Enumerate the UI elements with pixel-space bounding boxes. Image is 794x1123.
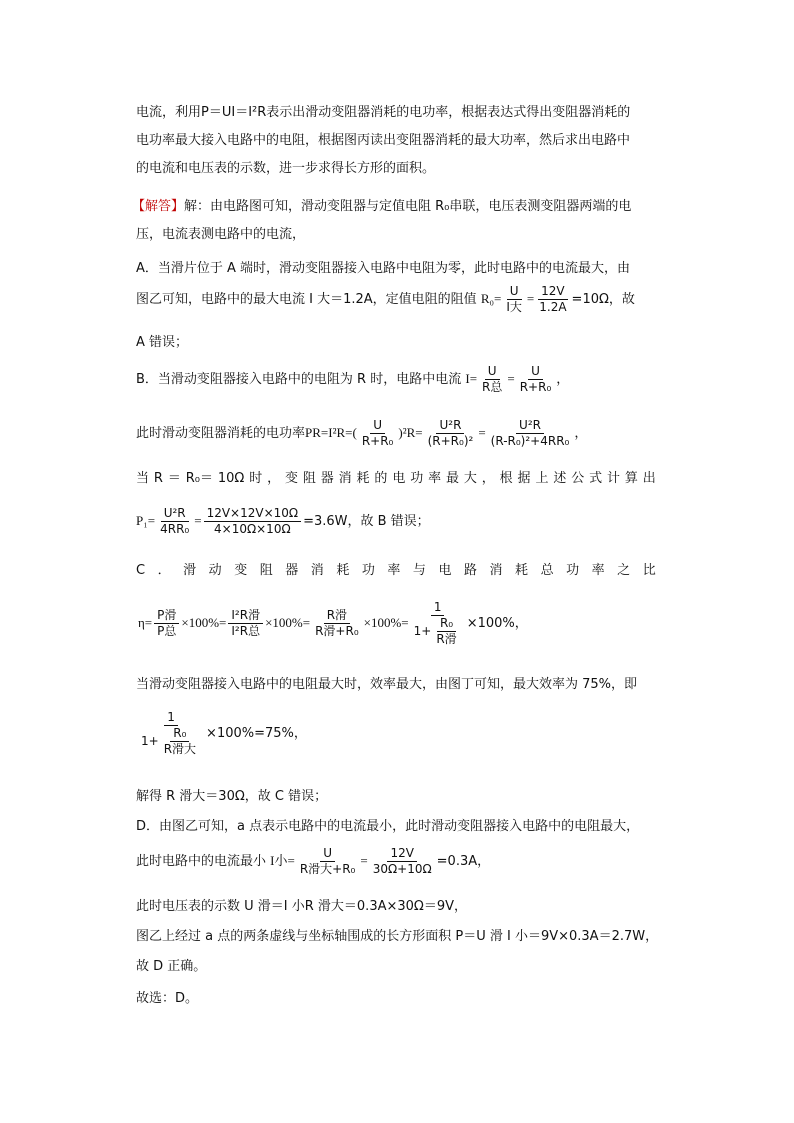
option-a-line-2 bbox=[136, 284, 635, 315]
nested-fraction-r0-over-rslide bbox=[433, 616, 459, 647]
justified-char: 变 bbox=[234, 563, 248, 578]
fraction-denominator: R滑 bbox=[436, 632, 457, 646]
option-b-line-4-tail: =3.6W，故 B 错误； bbox=[303, 514, 430, 529]
fraction-rslide-over-sum bbox=[312, 608, 362, 639]
answer-line-1 bbox=[132, 198, 631, 216]
fraction-u2r-over-r-plus-r0-squared bbox=[425, 418, 477, 449]
justified-char: 据 bbox=[517, 471, 531, 486]
fraction-numerator: I²R滑 bbox=[228, 608, 263, 624]
justified-char: 功 bbox=[410, 471, 424, 486]
fraction-12v-over-1-2a bbox=[536, 284, 569, 315]
fraction-numerator: R滑 bbox=[324, 608, 350, 624]
justified-char: 路 bbox=[463, 563, 477, 578]
fraction-denominator: R滑大+R₀ bbox=[299, 862, 356, 876]
option-a-line-2-text: 图乙可知，电路中的最大电流 I 大＝1.2A，定值电阻的阻值 bbox=[136, 292, 477, 307]
justified-char: 式 bbox=[589, 471, 603, 486]
option-b-line-2-tail: ， bbox=[574, 426, 588, 441]
fraction-denominator: 4RR₀ bbox=[160, 522, 190, 536]
option-d-line-2-tail: =0.3A， bbox=[436, 854, 491, 869]
justified-char: 电 bbox=[392, 471, 406, 486]
fraction-numerator: R₀ bbox=[437, 616, 456, 632]
justified-char: 大 bbox=[463, 471, 477, 486]
fraction-numeric-p1 bbox=[204, 506, 302, 537]
option-b-line-1-tail: ， bbox=[556, 372, 570, 387]
justified-char: 最 bbox=[445, 471, 459, 486]
fraction-denominator: R总 bbox=[482, 380, 503, 394]
fraction-numerator: U bbox=[528, 364, 543, 380]
justified-char: 率 bbox=[591, 563, 605, 578]
justified-char: 消 bbox=[489, 563, 503, 578]
option-b-line-1 bbox=[136, 364, 569, 395]
fraction-numerator: U bbox=[370, 418, 385, 434]
justified-char: 滑 bbox=[183, 563, 197, 578]
justified-char: ， bbox=[267, 471, 281, 486]
justified-char: 消 bbox=[310, 563, 324, 578]
fraction-u2r-over-expanded bbox=[488, 418, 573, 449]
fraction-denominator: I²R总 bbox=[231, 624, 261, 638]
equals-sign: = bbox=[526, 291, 535, 306]
option-a-line-2-tail: =10Ω，故 bbox=[571, 292, 635, 307]
fraction-12v-over-40ohm bbox=[370, 846, 435, 877]
fraction-denominator: (R+R₀)² bbox=[427, 434, 474, 448]
option-d-line-3: 此时电压表的示数 U 滑＝I 小R 滑大＝0.3A×30Ω＝9V， bbox=[136, 899, 468, 914]
fraction-numerator: U²R bbox=[161, 506, 189, 522]
denominator-prefix: 1+ bbox=[141, 734, 159, 748]
fraction-denominator bbox=[411, 616, 465, 647]
nested-fraction-r0-over-rslidemax bbox=[161, 726, 199, 757]
justified-char: 消 bbox=[338, 471, 352, 486]
option-b-line-2-text: 此时滑动变阻器消耗的电功率 bbox=[136, 426, 306, 441]
justified-char: 功 bbox=[566, 563, 580, 578]
option-c-line-1 bbox=[136, 562, 656, 580]
fraction-denominator: R滑+R₀ bbox=[315, 624, 359, 638]
answer-line-2: 压，电流表测电路中的电流， bbox=[136, 227, 306, 242]
times-100-3: ×100%= bbox=[363, 615, 409, 630]
justified-char: 出 bbox=[642, 471, 656, 486]
text-line-1: 电流，利用P＝UI＝I²R表示出滑动变阻器消耗的电功率，根据表达式得出变阻器消耗的 bbox=[136, 105, 631, 120]
justified-char: 阻 bbox=[259, 563, 273, 578]
justified-char: 耗 bbox=[515, 563, 529, 578]
denominator-prefix: 1+ bbox=[413, 624, 432, 638]
fraction-u-over-rmax-plus-r0 bbox=[297, 846, 359, 877]
fraction-denominator: (R-R₀)²+4RR₀ bbox=[490, 434, 570, 448]
justified-char: 动 bbox=[208, 563, 222, 578]
justified-char: 公 bbox=[571, 471, 585, 486]
fraction-denominator: R+R₀ bbox=[519, 380, 552, 394]
formula-squared-r: )²R= bbox=[398, 425, 423, 440]
fraction-numerator: 12V×12V×10Ω bbox=[204, 506, 302, 522]
fraction-numerator: 12V bbox=[387, 846, 416, 862]
justified-char: ＝ bbox=[167, 471, 181, 486]
option-b-line-3 bbox=[136, 470, 656, 488]
times-100-2: ×100%= bbox=[265, 615, 311, 630]
justified-char: 器 bbox=[320, 471, 334, 486]
equals-sign: = bbox=[194, 513, 202, 528]
formula-pr: PR=I²R=( bbox=[305, 425, 357, 440]
answer-tag: 【解答】 bbox=[132, 199, 185, 214]
justified-char: 与 bbox=[412, 563, 426, 578]
fraction-denominator: 1.2A bbox=[539, 300, 567, 314]
fraction-numerator: R₀ bbox=[170, 726, 189, 742]
option-b-line-2 bbox=[136, 418, 587, 449]
fraction-denominator: P总 bbox=[157, 624, 177, 638]
fraction-one-over-compound-max bbox=[138, 710, 204, 757]
option-c-line-4-tail: ×100%=75%， bbox=[206, 726, 307, 741]
fraction-numerator: 1 bbox=[431, 600, 445, 616]
option-d-line-2-text: 此时电路中的电流最小 bbox=[136, 854, 267, 869]
option-b-line-1-text: B．当滑动变阻器接入电路中的电阻为 R 时，电路中电流 bbox=[136, 372, 462, 387]
fraction-numerator: U bbox=[485, 364, 500, 380]
justified-char: 上 bbox=[535, 471, 549, 486]
justified-char: 10Ω bbox=[217, 471, 245, 486]
option-d-line-5: 故 D 正确。 bbox=[136, 959, 207, 974]
fraction-numerator: U bbox=[320, 846, 335, 862]
justified-char: ， bbox=[481, 471, 495, 486]
justified-char: R₀＝ bbox=[185, 471, 213, 486]
formula-i: I= bbox=[465, 371, 478, 386]
justified-char: 率 bbox=[428, 471, 442, 486]
justified-char: ． bbox=[157, 563, 171, 578]
fraction-u-over-r-plus-r0 bbox=[359, 418, 397, 449]
option-a-line-3: A 错误； bbox=[136, 335, 189, 350]
fraction-numerator: 1 bbox=[164, 710, 178, 726]
fraction-denominator: R滑大 bbox=[163, 742, 197, 756]
text-line-2: 电功率最大接入电路中的电阻，根据图丙读出变阻器消耗的最大功率，然后求出电路中 bbox=[136, 133, 631, 148]
option-c-line-2 bbox=[138, 600, 528, 647]
fraction-u-over-imax bbox=[503, 284, 525, 315]
justified-char: 耗 bbox=[356, 471, 370, 486]
fraction-numerator: P滑 bbox=[154, 608, 179, 624]
justified-char: 之 bbox=[617, 563, 631, 578]
justified-char: 功 bbox=[361, 563, 375, 578]
justified-char: 根 bbox=[499, 471, 513, 486]
justified-char: 阻 bbox=[302, 471, 316, 486]
fraction-numerator: U²R bbox=[436, 418, 464, 434]
option-c-line-3: 当滑动变阻器接入电路中的电阻最大时，效率最大，由图丁可知，最大效率为 75%，即 bbox=[136, 677, 638, 692]
option-d-line-2 bbox=[136, 846, 490, 877]
fraction-pslide-over-ptotal bbox=[154, 608, 179, 639]
fraction-u-over-r-plus-r0 bbox=[517, 364, 555, 395]
fraction-u-over-rtotal bbox=[479, 364, 505, 395]
option-a-line-1: A．当滑片位于 A 端时，滑动变阻器接入电路中电阻为零，此时电路中的电流最大，由 bbox=[136, 261, 631, 276]
justified-char: 计 bbox=[607, 471, 621, 486]
fraction-denominator bbox=[138, 726, 204, 757]
justified-char: 比 bbox=[642, 563, 656, 578]
formula-p1: P₁= bbox=[136, 513, 156, 528]
final-answer: 故选：D。 bbox=[136, 991, 199, 1006]
justified-char: C bbox=[136, 563, 146, 578]
justified-char: 变 bbox=[284, 471, 298, 486]
justified-char: 总 bbox=[540, 563, 554, 578]
justified-char: 电 bbox=[438, 563, 452, 578]
justified-char: 器 bbox=[285, 563, 299, 578]
equals-sign: = bbox=[478, 425, 486, 440]
fraction-denominator: R+R₀ bbox=[361, 434, 394, 448]
justified-char: 的 bbox=[374, 471, 388, 486]
justified-char: 当 bbox=[136, 471, 150, 486]
formula-eta: η= bbox=[138, 615, 153, 630]
justified-char: R bbox=[153, 471, 163, 486]
justified-char: 时 bbox=[249, 471, 263, 486]
times-100-1: ×100%= bbox=[181, 615, 227, 630]
justified-char: 率 bbox=[387, 563, 401, 578]
fraction-one-over-compound bbox=[411, 600, 465, 647]
text-line-3: 的电流和电压表的示数，进一步求得长方形的面积。 bbox=[136, 161, 436, 176]
equals-sign: = bbox=[507, 371, 515, 386]
option-c-line-5: 解得 R 滑大＝30Ω，故 C 错误； bbox=[136, 789, 328, 804]
justified-char: 耗 bbox=[336, 563, 350, 578]
option-d-line-1: D．由图乙可知，a 点表示电路中的电流最小，此时滑动变阻器接入电路中的电阻最大， bbox=[136, 819, 640, 834]
formula-r0: R₀= bbox=[480, 291, 502, 306]
answer-line-1-text: 解：由电路图可知，滑动变阻器与定值电阻 R₀串联，电压表测变阻器两端的电 bbox=[184, 199, 632, 214]
fraction-numerator: 12V bbox=[538, 284, 567, 300]
option-c-line-4 bbox=[136, 710, 307, 757]
fraction-denominator: I大 bbox=[506, 300, 522, 314]
option-c-line-2-tail: ×100%， bbox=[466, 616, 528, 631]
justified-char: 算 bbox=[624, 471, 638, 486]
fraction-numerator: U bbox=[507, 284, 522, 300]
formula-imin: I小= bbox=[270, 853, 295, 868]
justified-char: 述 bbox=[553, 471, 567, 486]
fraction-denominator: 30Ω+10Ω bbox=[372, 862, 432, 876]
option-b-line-4 bbox=[136, 506, 430, 537]
fraction-i2rslide-over-i2rtotal bbox=[228, 608, 263, 639]
equals-sign: = bbox=[360, 853, 368, 868]
fraction-denominator: 4×10Ω×10Ω bbox=[214, 522, 291, 536]
fraction-u2r-over-4rr0 bbox=[157, 506, 192, 537]
option-d-line-4: 图乙上经过 a 点的两条虚线与坐标轴围成的长方形面积 P＝U 滑 I 小＝9V×0.3A＝2.7W， bbox=[136, 929, 659, 944]
fraction-numerator: U²R bbox=[516, 418, 544, 434]
